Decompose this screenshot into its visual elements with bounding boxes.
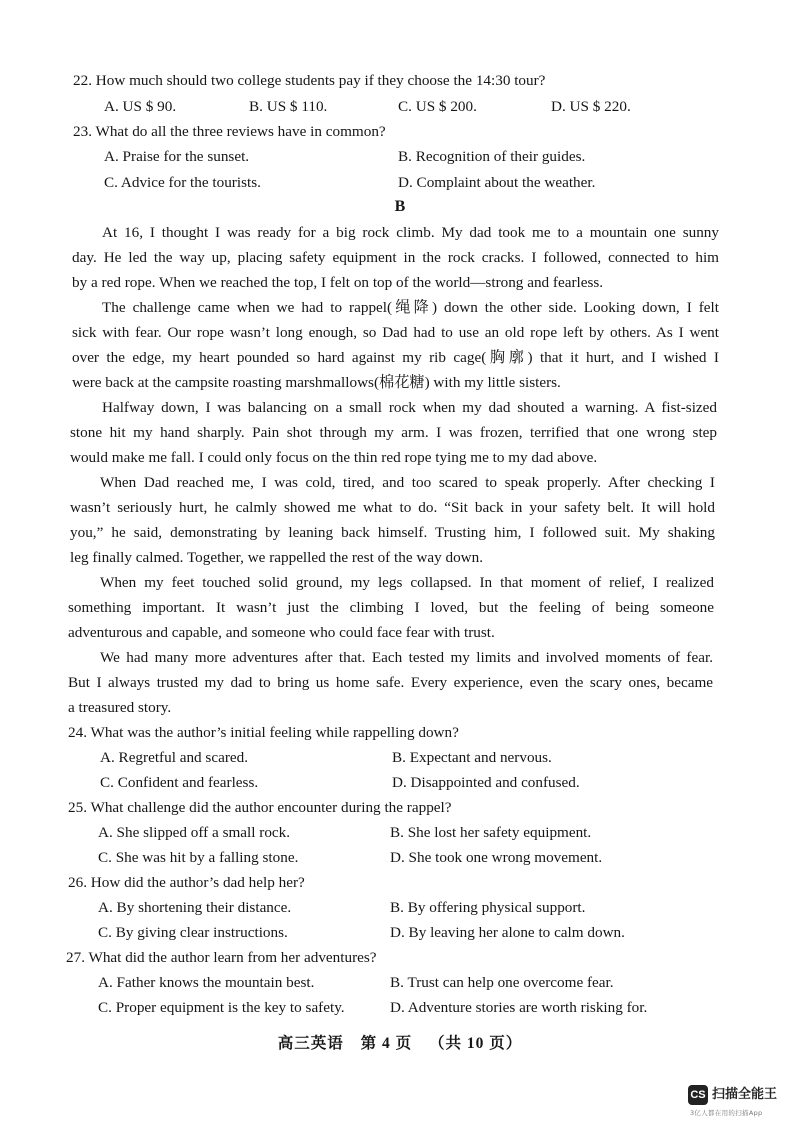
passage-line: leg finally calmed. Together, we rappelled the rest of the way down. <box>70 549 484 566</box>
option-b: B. She lost her safety equipment. <box>390 824 592 841</box>
camscanner-logo-icon: CS <box>688 1085 708 1105</box>
passage-line: Halfway down, I was balancing on a small rock when my dad shouted a warning. A fist-sized <box>102 399 717 416</box>
passage-line: would make me fall. I could only focus on the thin red rope tying me to my dad above. <box>70 449 598 466</box>
passage-line: When my feet touched solid ground, my legs collapsed. In that moment of relief, I realized <box>100 574 714 591</box>
passage-line: you,” he said, demonstrating by leaning back himself. Trusting him, I followed suit. My shaking <box>70 524 715 541</box>
watermark-app-name: 扫描全能王 <box>712 1087 778 1102</box>
question-stem: 22. How much should two college students pay if they choose the 14:30 tour? <box>73 72 546 89</box>
option-a: A. Father knows the mountain best. <box>98 974 315 991</box>
option-c: C. Advice for the tourists. <box>104 174 261 191</box>
question-stem: 23. What do all the three reviews have in common? <box>73 123 386 140</box>
option-c: C. By giving clear instructions. <box>98 924 288 941</box>
option-d: D. Disappointed and confused. <box>392 774 580 791</box>
footer-subject: 高三英语 <box>277 1035 344 1052</box>
passage-line: At 16, I thought I was ready for a big rock climb. My dad took me to a mountain one sunny <box>102 224 719 241</box>
passage-line: a treasured story. <box>68 699 172 716</box>
option-c: C. Confident and fearless. <box>100 774 259 791</box>
passage-line: But I always trusted my dad to bring us home safe. Every experience, even the scary ones, became <box>68 674 713 691</box>
option-a: A. US $ 90. <box>104 98 177 115</box>
passage-line: day. He led the way up, placing safety equipment in the rock cracks. I followed, connected to him <box>72 249 719 266</box>
passage-line: We had many more adventures after that. Each tested my limits and involved moments of fear. <box>100 649 713 666</box>
passage-line: The challenge came when we had to rappel(绳降) down the other side. Looking down, I felt <box>102 299 719 316</box>
section-title: B <box>394 198 406 215</box>
question-stem: 26. How did the author’s dad help her? <box>68 874 305 891</box>
passage-line: sick with fear. Our rope wasn’t long enough, so Dad had to use an old rope left by others. As I went <box>72 324 719 341</box>
passage-line: over the edge, my heart pounded so hard against my rib cage(胸廓) that it hurt, and I wished I <box>72 349 719 366</box>
option-a: A. By shortening their distance. <box>98 899 292 916</box>
option-c: C. US $ 200. <box>398 98 477 115</box>
question-stem: 27. What did the author learn from her adventures? <box>66 949 377 966</box>
footer-total-pages: （共 10 页） <box>429 1035 523 1052</box>
option-c: C. Proper equipment is the key to safety. <box>98 999 345 1016</box>
option-b: B. US $ 110. <box>249 98 328 115</box>
question-stem: 24. What was the author’s initial feeling while rappelling down? <box>68 724 459 741</box>
option-d: D. Adventure stories are worth risking for. <box>390 999 648 1016</box>
option-a: A. She slipped off a small rock. <box>98 824 291 841</box>
option-d: D. Complaint about the weather. <box>398 174 596 191</box>
passage-line: stone hit my hand sharply. Pain shot through my arm. I was frozen, terrified that one wrong step <box>70 424 717 441</box>
option-c: C. She was hit by a falling stone. <box>98 849 299 866</box>
passage-line: When Dad reached me, I was cold, tired, and too scared to speak properly. After checking I <box>100 474 715 491</box>
passage-line: wasn’t seriously hurt, he calmly showed me what to do. “Sit back in your safety belt. It will hold <box>70 499 715 516</box>
option-a: A. Regretful and scared. <box>100 749 249 766</box>
page-footer <box>0 1031 800 1053</box>
passage-line: by a red rope. When we reached the top, I felt on top of the world—strong and fearless. <box>72 274 604 291</box>
option-d: D. She took one wrong movement. <box>390 849 603 866</box>
watermark-tagline: 3亿人都在用的扫描App <box>690 1109 763 1117</box>
option-a: A. Praise for the sunset. <box>104 148 250 165</box>
footer-page-number: 第 4 页 <box>360 1035 413 1052</box>
option-d: D. By leaving her alone to calm down. <box>390 924 625 941</box>
option-b: B. Expectant and nervous. <box>392 749 552 766</box>
option-d: D. US $ 220. <box>551 98 631 115</box>
option-b: B. Trust can help one overcome fear. <box>390 974 614 991</box>
option-b: B. By offering physical support. <box>390 899 586 916</box>
passage-line: adventurous and capable, and someone who could face fear with trust. <box>68 624 495 641</box>
option-b: B. Recognition of their guides. <box>398 148 586 165</box>
passage-line: something important. It wasn’t just the climbing I loved, but the feeling of being someone <box>68 599 714 616</box>
passage-line: were back at the campsite roasting marshmallows(棉花糖) with my little sisters. <box>72 374 561 391</box>
question-stem: 25. What challenge did the author encounter during the rappel? <box>68 799 452 816</box>
